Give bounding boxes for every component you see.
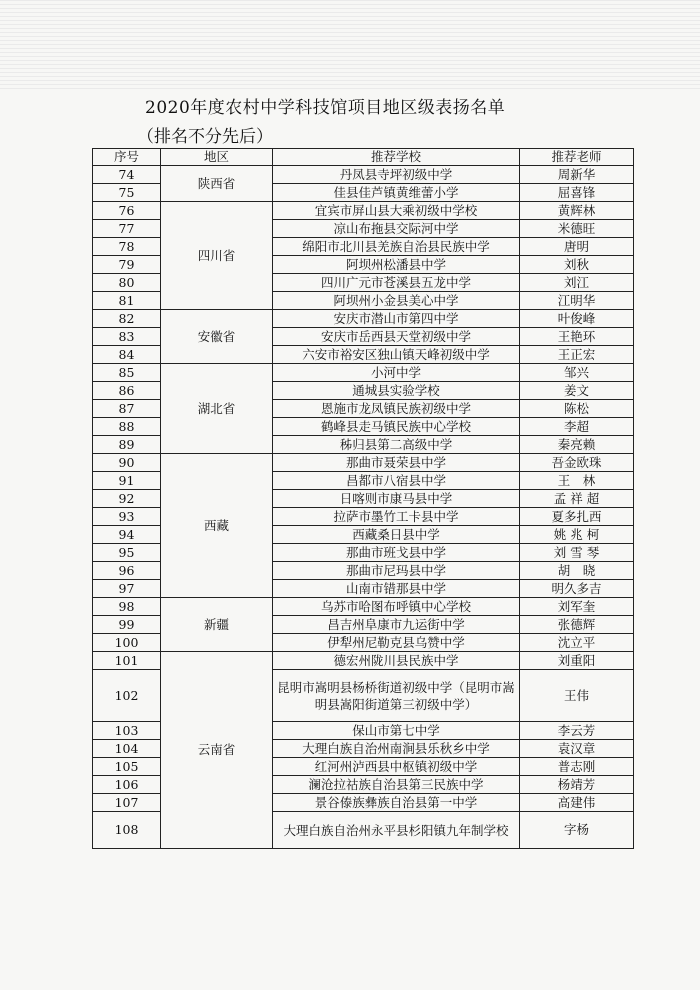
row-teacher: 刘军奎 <box>520 598 634 616</box>
row-teacher: 叶俊峰 <box>520 310 634 328</box>
row-number: 85 <box>93 364 161 382</box>
row-number: 75 <box>93 184 161 202</box>
row-number: 103 <box>93 722 161 740</box>
row-number: 80 <box>93 274 161 292</box>
row-region: 新疆 <box>161 598 273 652</box>
row-teacher: 王 林 <box>520 472 634 490</box>
row-teacher: 王伟 <box>520 670 634 722</box>
table-body <box>93 166 634 849</box>
row-number: 98 <box>93 598 161 616</box>
row-number: 87 <box>93 400 161 418</box>
row-teacher: 刘秋 <box>520 256 634 274</box>
row-school: 宜宾市屏山县大乘初级中学校 <box>273 202 520 220</box>
row-school: 安庆市岳西县天堂初级中学 <box>273 328 520 346</box>
row-region: 湖北省 <box>161 364 273 454</box>
table-row <box>93 202 634 220</box>
table-header-row <box>93 149 634 166</box>
row-number: 84 <box>93 346 161 364</box>
row-teacher: 刘江 <box>520 274 634 292</box>
row-teacher: 刘重阳 <box>520 652 634 670</box>
row-number: 90 <box>93 454 161 472</box>
commendation-table <box>92 148 634 849</box>
row-number: 83 <box>93 328 161 346</box>
row-teacher: 沈立平 <box>520 634 634 652</box>
row-number: 104 <box>93 740 161 758</box>
row-teacher: 王正宏 <box>520 346 634 364</box>
row-teacher: 陈松 <box>520 400 634 418</box>
table-row <box>93 454 634 472</box>
row-region: 云南省 <box>161 652 273 849</box>
row-number: 106 <box>93 776 161 794</box>
row-region: 四川省 <box>161 202 273 310</box>
row-school: 通城县实验学校 <box>273 382 520 400</box>
row-school: 昌吉州阜康市九运街中学 <box>273 616 520 634</box>
row-teacher: 吾金欧珠 <box>520 454 634 472</box>
row-school: 西藏桑日县中学 <box>273 526 520 544</box>
row-number: 93 <box>93 508 161 526</box>
table-row <box>93 166 634 184</box>
row-school: 秭归县第二高级中学 <box>273 436 520 454</box>
row-teacher: 秦亮赖 <box>520 436 634 454</box>
row-number: 76 <box>93 202 161 220</box>
row-school: 小河中学 <box>273 364 520 382</box>
row-number: 102 <box>93 670 161 722</box>
row-number: 107 <box>93 794 161 812</box>
row-number: 95 <box>93 544 161 562</box>
row-number: 88 <box>93 418 161 436</box>
row-teacher: 孟 祥 超 <box>520 490 634 508</box>
table-row <box>93 598 634 616</box>
header-school: 推荐学校 <box>273 149 520 166</box>
row-region: 陕西省 <box>161 166 273 202</box>
row-school: 景谷傣族彝族自治县第一中学 <box>273 794 520 812</box>
row-school: 那曲市尼玛县中学 <box>273 562 520 580</box>
row-teacher: 黄辉林 <box>520 202 634 220</box>
document-title: 2020年度农村中学科技馆项目地区级表扬名单 <box>145 98 506 118</box>
row-teacher: 李超 <box>520 418 634 436</box>
row-school: 四川广元市苍溪县五龙中学 <box>273 274 520 292</box>
row-teacher: 刘 雪 琴 <box>520 544 634 562</box>
row-number: 99 <box>93 616 161 634</box>
row-number: 86 <box>93 382 161 400</box>
row-school: 伊犁州尼勒克县乌赞中学 <box>273 634 520 652</box>
row-school: 绵阳市北川县羌族自治县民族中学 <box>273 238 520 256</box>
row-teacher: 邹兴 <box>520 364 634 382</box>
table-row <box>93 364 634 382</box>
row-teacher: 周新华 <box>520 166 634 184</box>
row-number: 108 <box>93 812 161 849</box>
row-region: 西藏 <box>161 454 273 598</box>
row-teacher: 袁汉章 <box>520 740 634 758</box>
row-number: 96 <box>93 562 161 580</box>
row-teacher: 夏多扎西 <box>520 508 634 526</box>
row-teacher: 屈喜锋 <box>520 184 634 202</box>
row-school: 日喀则市康马县中学 <box>273 490 520 508</box>
row-region: 安徽省 <box>161 310 273 364</box>
row-teacher: 姚 兆 柯 <box>520 526 634 544</box>
header-region: 地区 <box>161 149 273 166</box>
row-school: 凉山布拖县交际河中学 <box>273 220 520 238</box>
table-row <box>93 310 634 328</box>
row-school: 鹤峰县走马镇民族中心学校 <box>273 418 520 436</box>
row-number: 81 <box>93 292 161 310</box>
header-number: 序号 <box>93 149 161 166</box>
row-school: 阿坝州松潘县中学 <box>273 256 520 274</box>
row-number: 100 <box>93 634 161 652</box>
row-school: 昆明市嵩明县杨桥街道初级中学（昆明市嵩明县嵩阳街道第三初级中学） <box>273 670 520 722</box>
row-school: 那曲市班戈县中学 <box>273 544 520 562</box>
row-school: 乌苏市哈图布呼镇中心学校 <box>273 598 520 616</box>
row-number: 91 <box>93 472 161 490</box>
row-school: 大理白族自治州永平县杉阳镇九年制学校 <box>273 812 520 849</box>
row-school: 红河州泸西县中枢镇初级中学 <box>273 758 520 776</box>
row-school: 山南市错那县中学 <box>273 580 520 598</box>
row-school: 阿坝州小金县美心中学 <box>273 292 520 310</box>
row-number: 74 <box>93 166 161 184</box>
row-teacher: 江明华 <box>520 292 634 310</box>
row-teacher: 唐明 <box>520 238 634 256</box>
row-school: 保山市第七中学 <box>273 722 520 740</box>
row-number: 101 <box>93 652 161 670</box>
row-number: 78 <box>93 238 161 256</box>
row-school: 安庆市潜山市第四中学 <box>273 310 520 328</box>
row-number: 105 <box>93 758 161 776</box>
scan-header-artifact <box>0 0 700 90</box>
row-school: 德宏州陇川县民族中学 <box>273 652 520 670</box>
row-school: 佳县佳芦镇黄维蕾小学 <box>273 184 520 202</box>
row-school: 大理白族自治州南涧县乐秋乡中学 <box>273 740 520 758</box>
row-teacher: 米德旺 <box>520 220 634 238</box>
row-number: 89 <box>93 436 161 454</box>
row-number: 97 <box>93 580 161 598</box>
row-teacher: 普志刚 <box>520 758 634 776</box>
row-number: 82 <box>93 310 161 328</box>
row-teacher: 明久多吉 <box>520 580 634 598</box>
row-school: 昌都市八宿县中学 <box>273 472 520 490</box>
row-school: 六安市裕安区独山镇天峰初级中学 <box>273 346 520 364</box>
row-number: 79 <box>93 256 161 274</box>
row-number: 77 <box>93 220 161 238</box>
row-number: 92 <box>93 490 161 508</box>
row-teacher: 李云芳 <box>520 722 634 740</box>
row-teacher: 王艳环 <box>520 328 634 346</box>
document-subtitle: （排名不分先后） <box>137 127 273 147</box>
row-teacher: 杨靖芳 <box>520 776 634 794</box>
table-row <box>93 652 634 670</box>
header-teacher: 推荐老师 <box>520 149 634 166</box>
row-school: 丹凤县寺坪初级中学 <box>273 166 520 184</box>
row-teacher: 高建伟 <box>520 794 634 812</box>
row-school: 那曲市聂荣县中学 <box>273 454 520 472</box>
row-school: 恩施市龙凤镇民族初级中学 <box>273 400 520 418</box>
row-teacher: 张德辉 <box>520 616 634 634</box>
row-teacher: 胡 晓 <box>520 562 634 580</box>
row-school: 拉萨市墨竹工卡县中学 <box>273 508 520 526</box>
row-school: 澜沧拉祜族自治县第三民族中学 <box>273 776 520 794</box>
row-teacher: 姜文 <box>520 382 634 400</box>
row-teacher: 字杨 <box>520 812 634 849</box>
row-number: 94 <box>93 526 161 544</box>
